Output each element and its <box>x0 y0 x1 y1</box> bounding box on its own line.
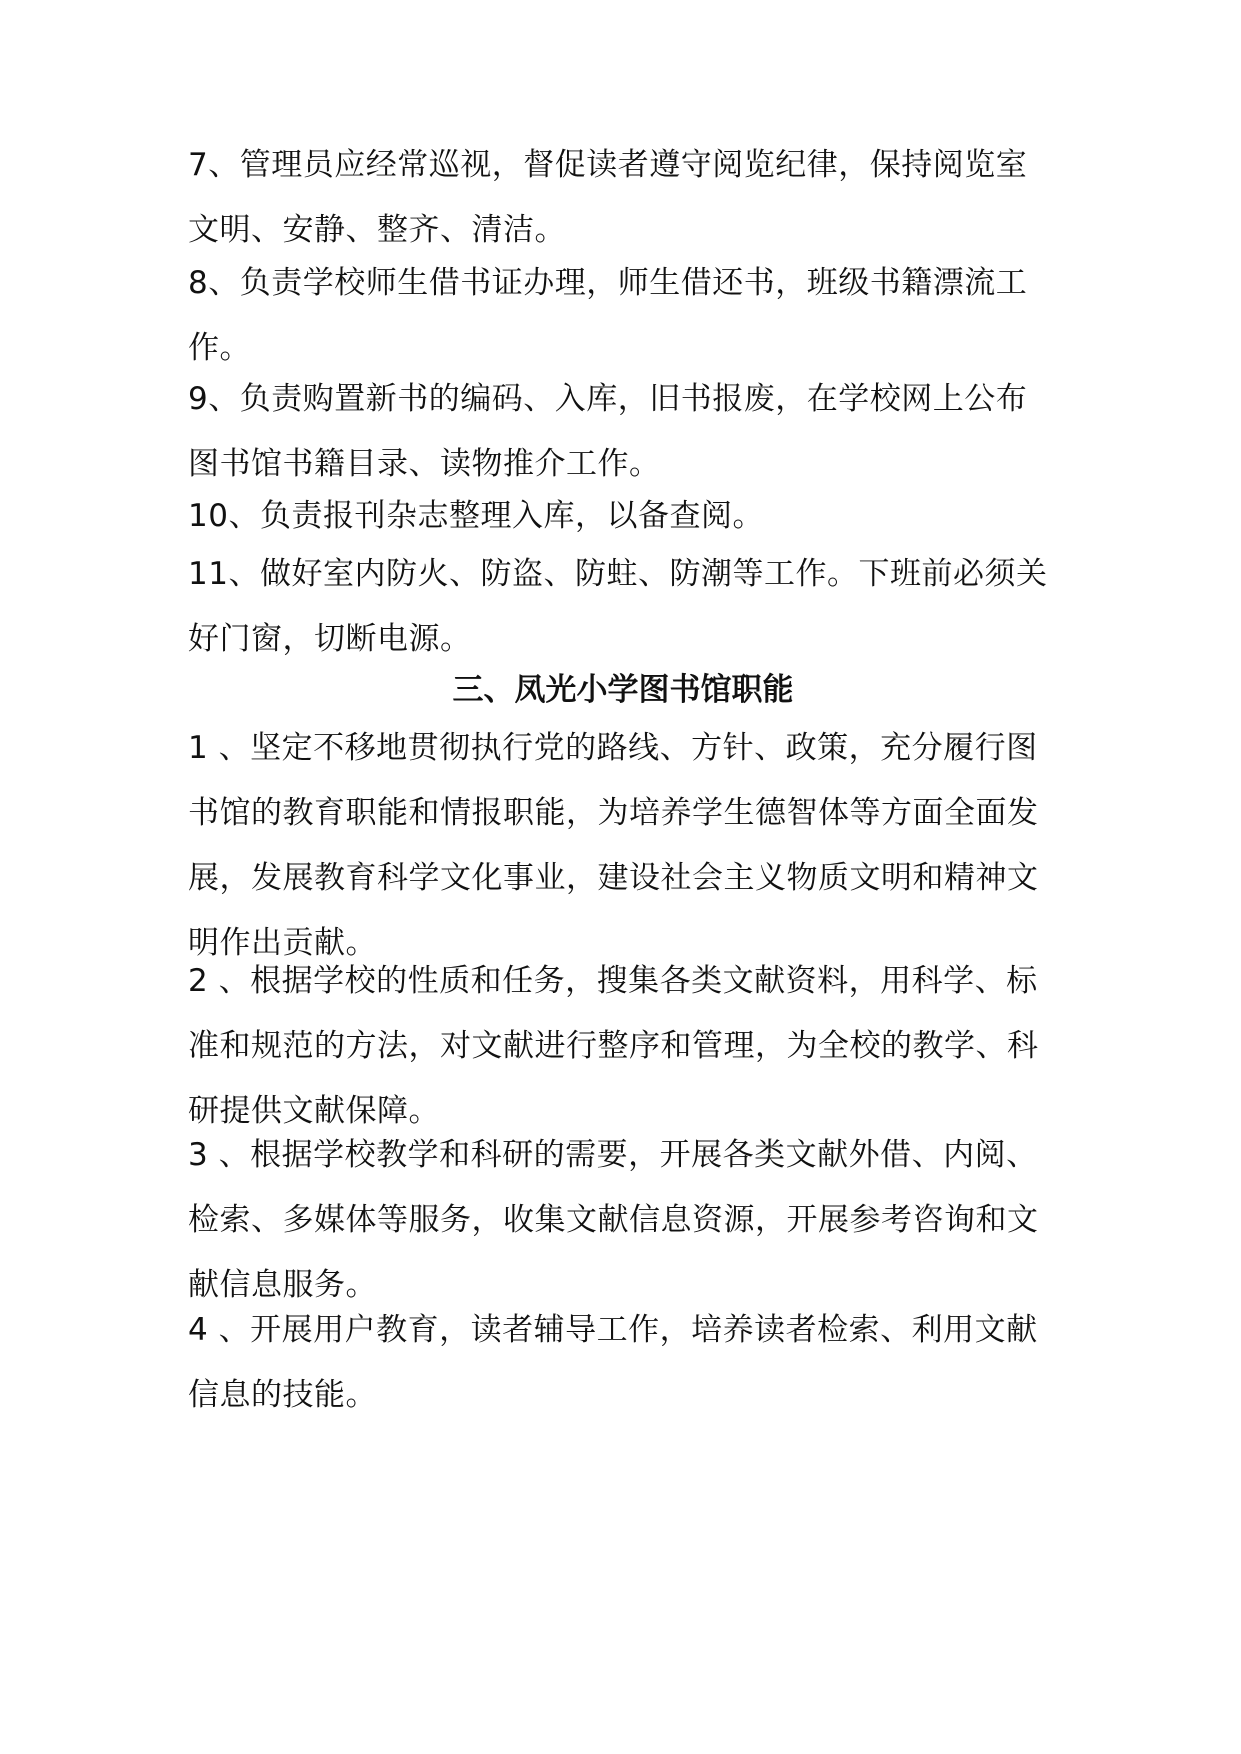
section-heading: 三、凤光小学图书馆职能 <box>452 672 794 708</box>
paragraph-item-9: 9、负责购置新书的编码、入库，旧书报废，在学校网上公布图书馆书籍目录、读物推介工作。 <box>188 381 1028 482</box>
paragraph-item-11: 11、做好室内防火、防盗、防蛀、防潮等工作。下班前必须关好门窗，切断电源。 <box>188 556 1048 657</box>
paragraph-item-10: 10、负责报刊杂志整理入库，以备查阅。 <box>188 498 764 534</box>
paragraph-function-2: 2 、根据学校的性质和任务，搜集各类文献资料，用科学、标准和规范的方法，对文献进行整序和管理，为全校的教学、科研提供文献保障。 <box>188 963 1039 1129</box>
paragraph-function-1: 1 、坚定不移地贯彻执行党的路线、方针、政策，充分履行图书馆的教育职能和情报职能，为培养学生德智体等方面全面发展，发展教育科学文化事业，建设社会主义物质文明和精神文明作出贡献。 <box>188 730 1039 961</box>
paragraph-item-7: 7、管理员应经常巡视，督促读者遵守阅览纪律，保持阅览室文明、安静、整齐、清洁。 <box>188 147 1028 248</box>
paragraph-item-8: 8、负责学校师生借书证办理，师生借还书，班级书籍漂流工作。 <box>188 265 1028 366</box>
paragraph-function-4: 4 、开展用户教育，读者辅导工作，培养读者检索、利用文献信息的技能。 <box>188 1312 1038 1413</box>
paragraph-function-3: 3 、根据学校教学和科研的需要，开展各类文献外借、内阅、检索、多媒体等服务，收集文献信息资源，开展参考咨询和文献信息服务。 <box>188 1137 1039 1303</box>
